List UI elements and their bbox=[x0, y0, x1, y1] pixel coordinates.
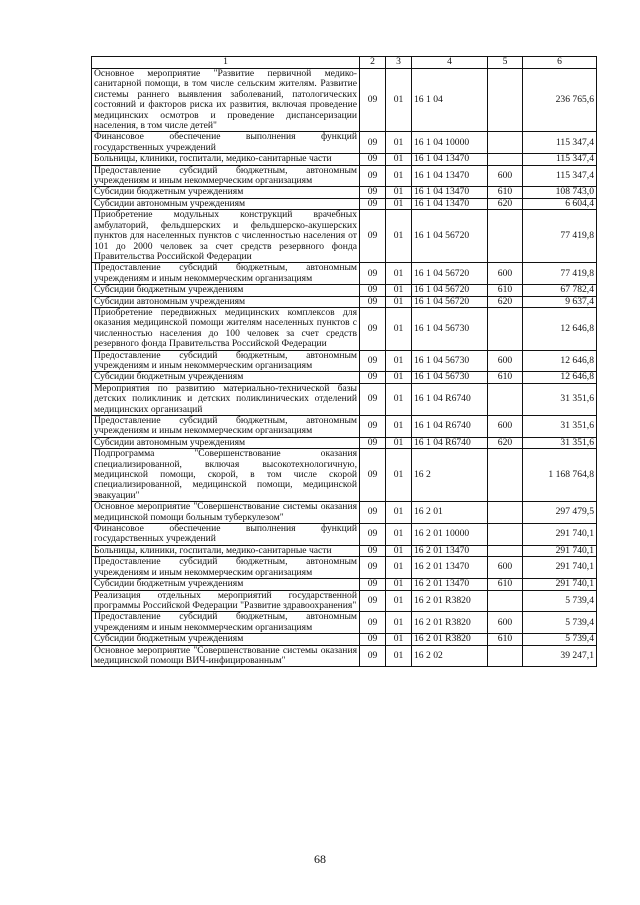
cell-name: Приобретение передвижных медицинских комплексов для оказания медицинской помощи жителям населенных пунктов с численностью населения до 100 человек за счет средств резервного фонда Правительства Российской Федерации bbox=[92, 307, 360, 350]
cell-expense-type: 620 bbox=[488, 437, 523, 448]
cell-subsection: 01 bbox=[386, 645, 412, 667]
header-col-subsection: 3 bbox=[386, 57, 412, 69]
table-body bbox=[92, 69, 597, 667]
cell-amount: 1 168 764,8 bbox=[523, 449, 597, 502]
cell-section: 09 bbox=[360, 285, 386, 296]
cell-subsection: 01 bbox=[386, 285, 412, 296]
cell-target-article: 16 2 01 13470 bbox=[412, 545, 488, 556]
table-row bbox=[92, 634, 597, 645]
table-row bbox=[92, 210, 597, 263]
cell-amount: 31 351,6 bbox=[523, 416, 597, 438]
cell-expense-type: 610 bbox=[488, 372, 523, 383]
table-row bbox=[92, 545, 597, 556]
table-header bbox=[92, 57, 597, 69]
cell-amount: 39 247,1 bbox=[523, 645, 597, 667]
table-row bbox=[92, 449, 597, 502]
cell-name: Предоставление субсидий бюджетным, автономным учреждениям и иным некоммерческим организациям bbox=[92, 612, 360, 634]
cell-amount: 5 739,4 bbox=[523, 634, 597, 645]
cell-target-article: 16 2 01 R3820 bbox=[412, 590, 488, 612]
cell-expense-type: 600 bbox=[488, 416, 523, 438]
cell-name: Субсидии бюджетным учреждениям bbox=[92, 579, 360, 590]
cell-section: 09 bbox=[360, 645, 386, 667]
cell-section: 09 bbox=[360, 296, 386, 307]
table-row bbox=[92, 524, 597, 546]
cell-section: 09 bbox=[360, 502, 386, 524]
cell-amount: 5 739,4 bbox=[523, 612, 597, 634]
cell-subsection: 01 bbox=[386, 634, 412, 645]
cell-target-article: 16 1 04 13470 bbox=[412, 198, 488, 209]
cell-subsection: 01 bbox=[386, 210, 412, 263]
cell-name: Субсидии автономным учреждениям bbox=[92, 437, 360, 448]
table-row bbox=[92, 437, 597, 448]
cell-name: Субсидии бюджетным учреждениям bbox=[92, 634, 360, 645]
table-row bbox=[92, 645, 597, 667]
cell-section: 09 bbox=[360, 187, 386, 198]
table-row bbox=[92, 590, 597, 612]
cell-subsection: 01 bbox=[386, 165, 412, 187]
cell-target-article: 16 2 bbox=[412, 449, 488, 502]
cell-amount: 67 782,4 bbox=[523, 285, 597, 296]
cell-section: 09 bbox=[360, 437, 386, 448]
cell-subsection: 01 bbox=[386, 524, 412, 546]
table-row bbox=[92, 350, 597, 372]
cell-amount: 291 740,1 bbox=[523, 557, 597, 579]
cell-expense-type bbox=[488, 307, 523, 350]
cell-section: 09 bbox=[360, 634, 386, 645]
cell-name: Субсидии бюджетным учреждениям bbox=[92, 187, 360, 198]
cell-expense-type bbox=[488, 449, 523, 502]
cell-amount: 108 743,0 bbox=[523, 187, 597, 198]
cell-amount: 5 739,4 bbox=[523, 590, 597, 612]
cell-expense-type: 620 bbox=[488, 198, 523, 209]
table-row bbox=[92, 557, 597, 579]
cell-target-article: 16 1 04 bbox=[412, 69, 488, 132]
cell-target-article: 16 1 04 56720 bbox=[412, 285, 488, 296]
cell-expense-type bbox=[488, 524, 523, 546]
cell-target-article: 16 2 01 13470 bbox=[412, 579, 488, 590]
cell-name: Приобретение модульных конструкций врачебных амбулаторий, фельдшерских и фельдшерско-акушерских пунктов для населенных пунктов с численностью населения от 101 до 2000 человек за счет средств резервного фонда Правительства Российской Федерации bbox=[92, 210, 360, 263]
cell-subsection: 01 bbox=[386, 132, 412, 154]
cell-section: 09 bbox=[360, 307, 386, 350]
cell-section: 09 bbox=[360, 165, 386, 187]
table-row bbox=[92, 383, 597, 415]
cell-name: Предоставление субсидий бюджетным, автономным учреждениям и иным некоммерческим организациям bbox=[92, 416, 360, 438]
table-row bbox=[92, 69, 597, 132]
cell-name: Предоставление субсидий бюджетным, автономным учреждениям и иным некоммерческим организациям bbox=[92, 350, 360, 372]
cell-subsection: 01 bbox=[386, 263, 412, 285]
cell-subsection: 01 bbox=[386, 383, 412, 415]
table-row bbox=[92, 154, 597, 165]
cell-amount: 236 765,6 bbox=[523, 69, 597, 132]
cell-expense-type: 620 bbox=[488, 296, 523, 307]
table-row bbox=[92, 502, 597, 524]
cell-subsection: 01 bbox=[386, 307, 412, 350]
cell-target-article: 16 1 04 R6740 bbox=[412, 416, 488, 438]
cell-section: 09 bbox=[360, 612, 386, 634]
cell-section: 09 bbox=[360, 557, 386, 579]
cell-section: 09 bbox=[360, 416, 386, 438]
cell-section: 09 bbox=[360, 69, 386, 132]
cell-amount: 6 604,4 bbox=[523, 198, 597, 209]
cell-amount: 115 347,4 bbox=[523, 154, 597, 165]
header-col-target-article: 4 bbox=[412, 57, 488, 69]
cell-section: 09 bbox=[360, 210, 386, 263]
cell-name: Предоставление субсидий бюджетным, автономным учреждениям и иным некоммерческим организациям bbox=[92, 557, 360, 579]
cell-subsection: 01 bbox=[386, 502, 412, 524]
cell-name: Мероприятия по развитию материально-технической базы детских поликлиник и детских поликлинических отделений медицинских организаций bbox=[92, 383, 360, 415]
cell-expense-type: 600 bbox=[488, 612, 523, 634]
cell-subsection: 01 bbox=[386, 579, 412, 590]
cell-target-article: 16 1 04 56720 bbox=[412, 210, 488, 263]
cell-expense-type: 610 bbox=[488, 187, 523, 198]
cell-expense-type bbox=[488, 383, 523, 415]
cell-subsection: 01 bbox=[386, 437, 412, 448]
cell-name: Больницы, клиники, госпитали, медико-санитарные части bbox=[92, 154, 360, 165]
cell-amount: 12 646,8 bbox=[523, 307, 597, 350]
cell-expense-type bbox=[488, 545, 523, 556]
cell-expense-type: 610 bbox=[488, 634, 523, 645]
cell-name: Финансовое обеспечение выполнения функций государственных учреждений bbox=[92, 132, 360, 154]
cell-name: Основное мероприятие "Развитие первичной медико-санитарной помощи, в том числе сельским жителям. Развитие системы раннего выявления заболеваний, патологических состояний и факторов риска их развития, включая проведение медицинских осмотров и проведение диспансеризации населения, в том числе детей" bbox=[92, 69, 360, 132]
cell-name: Основное мероприятие "Совершенствование системы оказания медицинской помощи ВИЧ-инфицированным" bbox=[92, 645, 360, 667]
cell-amount: 12 646,8 bbox=[523, 372, 597, 383]
cell-target-article: 16 1 04 56730 bbox=[412, 307, 488, 350]
cell-expense-type bbox=[488, 645, 523, 667]
cell-target-article: 16 2 01 10000 bbox=[412, 524, 488, 546]
cell-name: Подпрограмма "Совершенствование оказания специализированной, включая высокотехнологичную, медицинской помощи, скорой, в том числе скорой специализированной, медицинской помощи, медицинской эвакуации" bbox=[92, 449, 360, 502]
cell-target-article: 16 1 04 10000 bbox=[412, 132, 488, 154]
table-row bbox=[92, 416, 597, 438]
cell-amount: 291 740,1 bbox=[523, 524, 597, 546]
table-row bbox=[92, 612, 597, 634]
cell-target-article: 16 1 04 R6740 bbox=[412, 383, 488, 415]
cell-amount: 291 740,1 bbox=[523, 579, 597, 590]
budget-table bbox=[91, 56, 597, 667]
table-row bbox=[92, 372, 597, 383]
cell-subsection: 01 bbox=[386, 198, 412, 209]
table-row bbox=[92, 285, 597, 296]
cell-section: 09 bbox=[360, 449, 386, 502]
cell-amount: 9 637,4 bbox=[523, 296, 597, 307]
cell-subsection: 01 bbox=[386, 416, 412, 438]
cell-subsection: 01 bbox=[386, 350, 412, 372]
cell-subsection: 01 bbox=[386, 154, 412, 165]
cell-target-article: 16 2 01 R3820 bbox=[412, 612, 488, 634]
cell-target-article: 16 1 04 56730 bbox=[412, 350, 488, 372]
cell-expense-type: 600 bbox=[488, 350, 523, 372]
cell-name: Больницы, клиники, госпитали, медико-санитарные части bbox=[92, 545, 360, 556]
cell-name: Предоставление субсидий бюджетным, автономным учреждениям и иным некоммерческим организациям bbox=[92, 263, 360, 285]
cell-amount: 31 351,6 bbox=[523, 383, 597, 415]
cell-expense-type bbox=[488, 210, 523, 263]
cell-subsection: 01 bbox=[386, 557, 412, 579]
cell-amount: 77 419,8 bbox=[523, 210, 597, 263]
cell-section: 09 bbox=[360, 524, 386, 546]
cell-section: 09 bbox=[360, 590, 386, 612]
cell-name: Субсидии автономным учреждениям bbox=[92, 198, 360, 209]
table-row bbox=[92, 263, 597, 285]
cell-expense-type bbox=[488, 69, 523, 132]
table-row bbox=[92, 187, 597, 198]
header-col-name: 1 bbox=[92, 57, 360, 69]
cell-amount: 115 347,4 bbox=[523, 165, 597, 187]
cell-name: Субсидии бюджетным учреждениям bbox=[92, 285, 360, 296]
cell-subsection: 01 bbox=[386, 69, 412, 132]
cell-section: 09 bbox=[360, 545, 386, 556]
cell-target-article: 16 1 04 56730 bbox=[412, 372, 488, 383]
cell-target-article: 16 2 02 bbox=[412, 645, 488, 667]
cell-target-article: 16 1 04 13470 bbox=[412, 187, 488, 198]
cell-section: 09 bbox=[360, 198, 386, 209]
cell-section: 09 bbox=[360, 132, 386, 154]
cell-target-article: 16 2 01 13470 bbox=[412, 557, 488, 579]
cell-amount: 31 351,6 bbox=[523, 437, 597, 448]
cell-section: 09 bbox=[360, 579, 386, 590]
header-col-amount: 6 bbox=[523, 57, 597, 69]
cell-expense-type: 600 bbox=[488, 165, 523, 187]
cell-section: 09 bbox=[360, 372, 386, 383]
cell-section: 09 bbox=[360, 350, 386, 372]
table-row bbox=[92, 165, 597, 187]
table-row bbox=[92, 579, 597, 590]
table-row bbox=[92, 296, 597, 307]
cell-subsection: 01 bbox=[386, 590, 412, 612]
cell-expense-type bbox=[488, 590, 523, 612]
cell-target-article: 16 2 01 bbox=[412, 502, 488, 524]
cell-target-article: 16 1 04 13470 bbox=[412, 154, 488, 165]
cell-expense-type bbox=[488, 154, 523, 165]
cell-name: Реализация отдельных мероприятий государственной программы Российской Федерации "Развитие здравоохранения" bbox=[92, 590, 360, 612]
cell-expense-type bbox=[488, 502, 523, 524]
cell-expense-type bbox=[488, 132, 523, 154]
table-row bbox=[92, 198, 597, 209]
page-number: 68 bbox=[314, 852, 326, 866]
cell-expense-type: 610 bbox=[488, 579, 523, 590]
table-row bbox=[92, 307, 597, 350]
cell-target-article: 16 1 04 56720 bbox=[412, 296, 488, 307]
cell-amount: 12 646,8 bbox=[523, 350, 597, 372]
cell-section: 09 bbox=[360, 263, 386, 285]
header-col-section: 2 bbox=[360, 57, 386, 69]
cell-amount: 115 347,4 bbox=[523, 132, 597, 154]
cell-amount: 291 740,1 bbox=[523, 545, 597, 556]
cell-section: 09 bbox=[360, 383, 386, 415]
cell-subsection: 01 bbox=[386, 545, 412, 556]
cell-name: Основное мероприятие "Совершенствование системы оказания медицинской помощи больным туберкулезом" bbox=[92, 502, 360, 524]
cell-subsection: 01 bbox=[386, 187, 412, 198]
header-row bbox=[92, 57, 597, 69]
cell-section: 09 bbox=[360, 154, 386, 165]
cell-amount: 297 479,5 bbox=[523, 502, 597, 524]
cell-target-article: 16 2 01 R3820 bbox=[412, 634, 488, 645]
cell-subsection: 01 bbox=[386, 449, 412, 502]
header-col-expense-type: 5 bbox=[488, 57, 523, 69]
cell-name: Предоставление субсидий бюджетным, автономным учреждениям и иным некоммерческим организациям bbox=[92, 165, 360, 187]
cell-target-article: 16 1 04 R6740 bbox=[412, 437, 488, 448]
cell-name: Субсидии автономным учреждениям bbox=[92, 296, 360, 307]
cell-subsection: 01 bbox=[386, 296, 412, 307]
cell-name: Субсидии бюджетным учреждениям bbox=[92, 372, 360, 383]
cell-target-article: 16 1 04 56720 bbox=[412, 263, 488, 285]
cell-subsection: 01 bbox=[386, 612, 412, 634]
cell-name: Финансовое обеспечение выполнения функций государственных учреждений bbox=[92, 524, 360, 546]
cell-expense-type: 600 bbox=[488, 557, 523, 579]
cell-expense-type: 610 bbox=[488, 285, 523, 296]
cell-expense-type: 600 bbox=[488, 263, 523, 285]
cell-target-article: 16 1 04 13470 bbox=[412, 165, 488, 187]
table-row bbox=[92, 132, 597, 154]
cell-subsection: 01 bbox=[386, 372, 412, 383]
cell-amount: 77 419,8 bbox=[523, 263, 597, 285]
